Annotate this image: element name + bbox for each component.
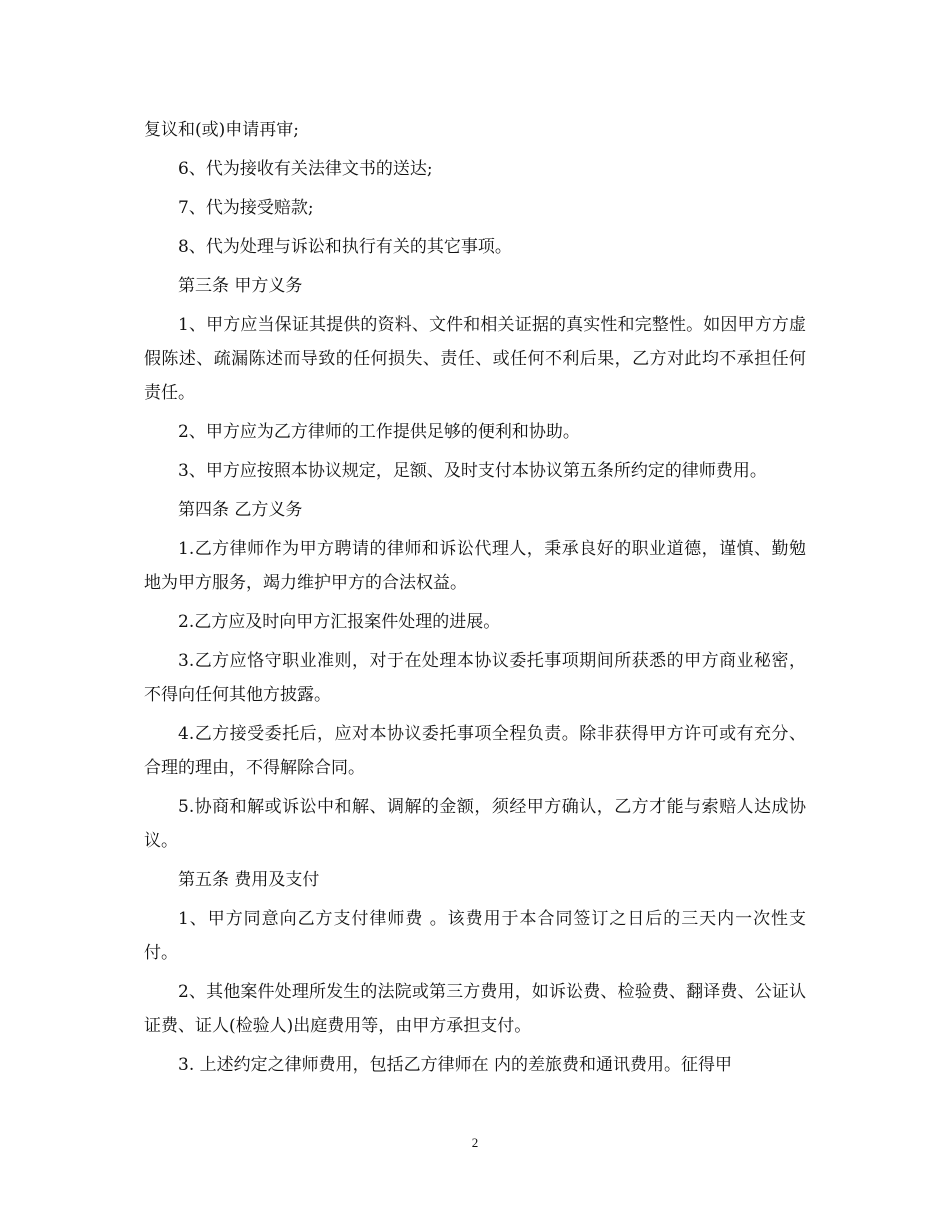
document-body [144,113,806,1087]
paragraph-10: 2.乙方应及时向甲方汇报案件处理的进展。 [178,612,501,632]
paragraph-1: 6、代为接收有关法律文书的送达; [178,159,433,179]
paragraph-11: 3.乙方应恪守职业准则，对于在处理本协议委托事项期间所获悉的甲方商业秘密，不得向任何其他方披露。 [144,651,806,705]
paragraph-7: 3、甲方应按照本协议规定，足额、及时支付本协议第五条所约定的律师费用。 [178,461,767,481]
paragraph-17: 3. 上述约定之律师费用，包括乙方律师在 内的差旅费和通讯费用。征得甲 [178,1055,733,1075]
paragraph-0: 复议和(或)申请再审; [144,120,299,140]
paragraph-6: 2、甲方应为乙方律师的工作提供足够的便利和协助。 [178,422,580,442]
paragraph-15: 1、甲方同意向乙方支付律师费 。该费用于本合同签订之日后的三天内一次性支付。 [144,909,806,963]
page-number: 2 [471,1135,479,1150]
paragraph-9: 1.乙方律师作为甲方聘请的律师和诉讼代理人，秉承良好的职业道德，谨慎、勤勉地为甲方服务，竭力维护甲方的合法权益。 [144,539,806,593]
section-heading-article-5: 第五条 费用及支付 [178,870,320,890]
section-heading-article-3: 第三条 甲方义务 [178,276,303,296]
paragraph-5: 1、甲方应当保证其提供的资料、文件和相关证据的真实性和完整性。如因甲方方虚假陈述、疏漏陈述而导致的任何损失、责任、或任何不利后果，乙方对此均不承担任何责任。 [144,315,806,403]
paragraph-2: 7、代为接受赔款; [178,198,314,218]
section-heading-article-4: 第四条 乙方义务 [178,500,303,520]
paragraph-16: 2、其他案件处理所发生的法院或第三方费用，如诉讼费、检验费、翻译费、公证认证费、证人(检验人)出庭费用等，由甲方承担支付。 [144,982,806,1036]
paragraph-3: 8、代为处理与诉讼和执行有关的其它事项。 [178,237,512,257]
paragraph-12: 4.乙方接受委托后，应对本协议委托事项全程负责。除非获得甲方许可或有充分、合理的理由，不得解除合同。 [144,724,806,778]
paragraph-13: 5.协商和解或诉讼中和解、调解的金额，须经甲方确认，乙方才能与索赔人达成协议。 [144,797,806,851]
